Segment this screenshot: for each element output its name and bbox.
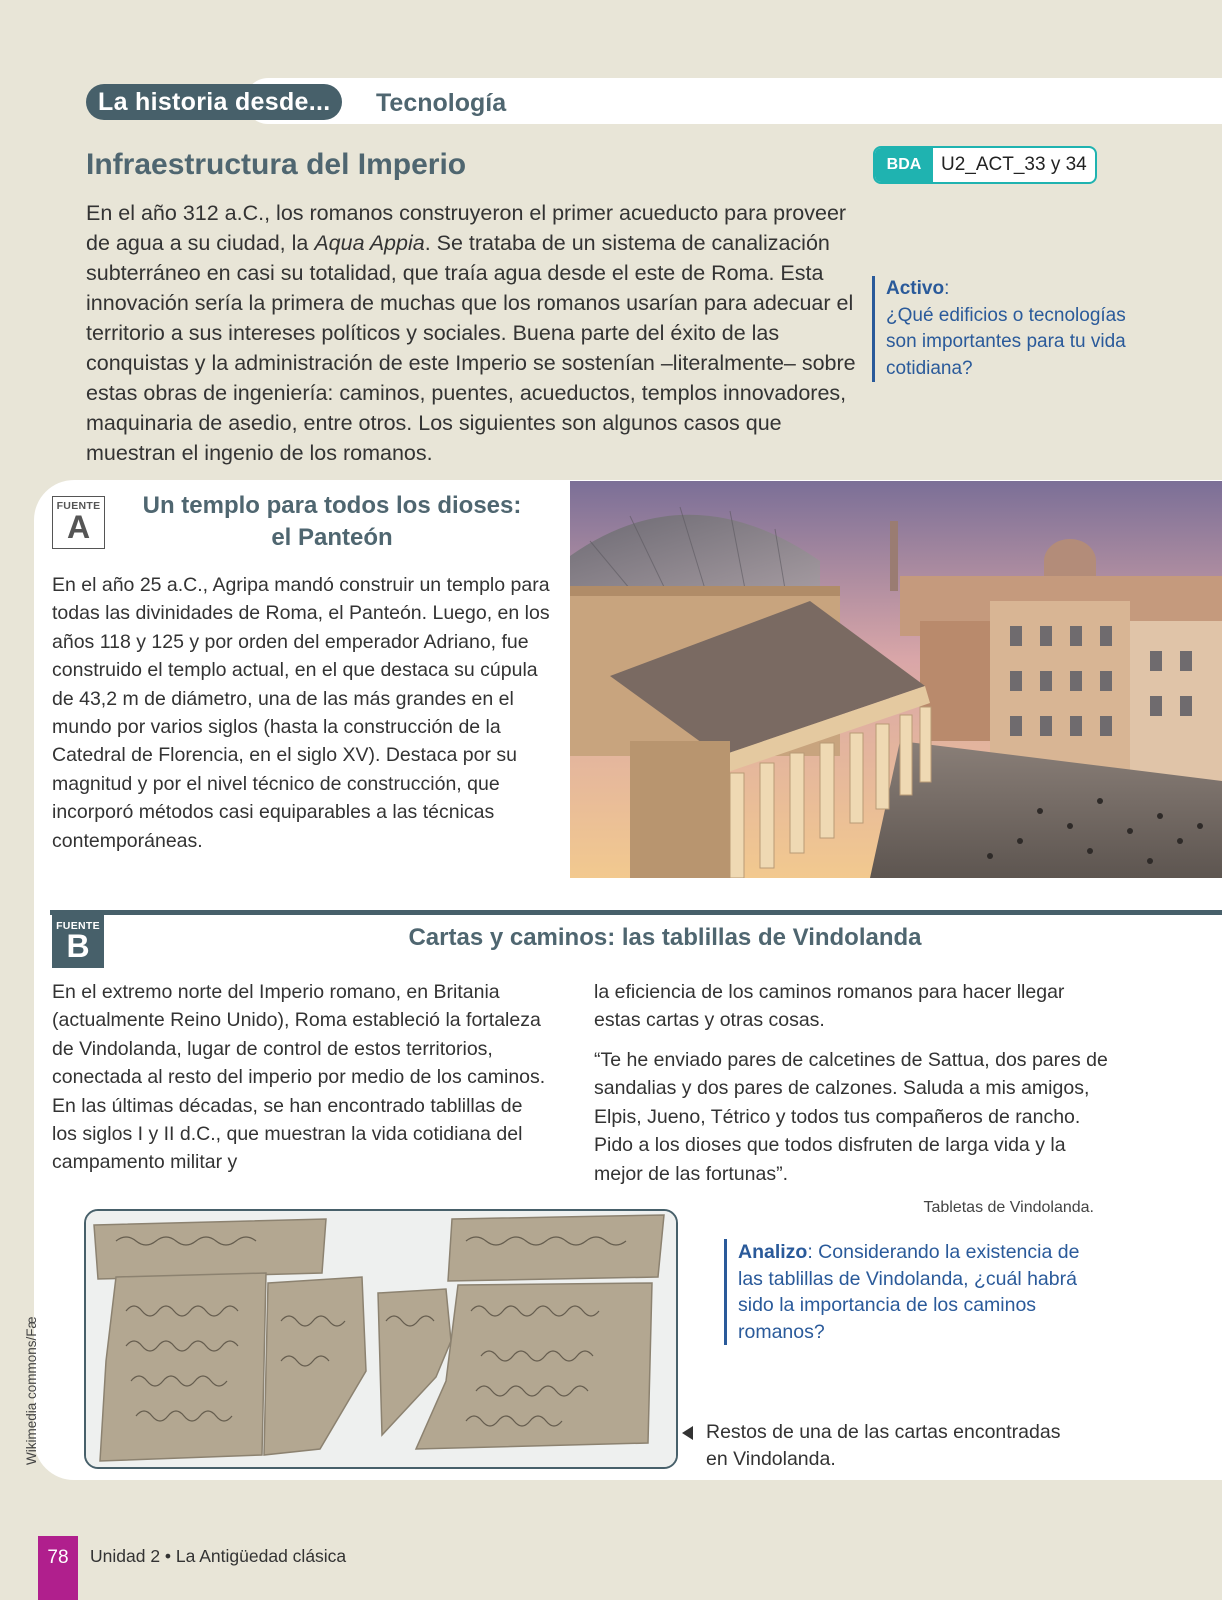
analizo-question: Considerando la existencia de las tablillas de Vindolanda, ¿cuál habrá sido la importancia de los caminos romanos? xyxy=(738,1241,1080,1343)
source-a-title: Un templo para todos los dioses: el Panteón xyxy=(142,492,522,551)
activo-box: Activo: ¿Qué edificios o tecnologías son importantes para tu vida cotidiana? xyxy=(872,276,1156,382)
fuente-b-label: FUENTE B xyxy=(52,914,104,968)
bda-code: U2_ACT_33 y 34 xyxy=(941,154,1087,175)
activo-label: Activo xyxy=(886,278,945,299)
vindolanda-quote: “Te he enviado pares de calcetines de Sattua, dos pares de sandalias y dos pares de calzones. Saluda a mis amigos, Elpis, Jueno, Tétrico y todos tus compañeros de rancho. Pido a los dioses que todos disfruten de larga vida y la mejor de las fortunas”. xyxy=(594,1049,1108,1185)
source-b-divider xyxy=(50,910,1222,915)
analizo-box: Analizo: Considerando la existencia de las tablillas de Vindolanda, ¿cuál habrá sido la importancia de los caminos romanos? xyxy=(724,1239,1088,1345)
vindolanda-tablet-photo xyxy=(84,1209,678,1469)
source-a-text: En el año 25 a.C., Agripa mandó construir un templo para todas las divinidades de Roma, el Panteón. Luego, en los años 118 y 125 y por orden del emperador Adriano, fue construido el templo actual, en el que destaca su cúpula de 43,2 m de diámetro, una de las más grandes en el mundo por varios siglos (hasta la construcción de la Catedral de Florencia, en el siglo XV). Destaca por su magnitud y por el nivel técnico de construcción, que incorporó métodos casi equiparables a las técnicas contemporáneas. xyxy=(52,574,550,852)
footer-unit: Unidad 2 • La Antigüedad clásica xyxy=(90,1546,347,1566)
source-b-title: Cartas y caminos: las tablillas de Vindolanda xyxy=(408,924,922,951)
fuente-a-label: FUENTE A xyxy=(52,496,105,549)
analizo-label: Analizo xyxy=(738,1241,808,1263)
source-b-text-col2: la eficiencia de los caminos romanos para hacer llegar estas cartas y otras cosas. xyxy=(594,981,1065,1032)
caption-pointer-icon xyxy=(682,1426,693,1440)
pantheon-photo xyxy=(570,481,1222,878)
bda-badge[interactable] xyxy=(873,146,1097,184)
section-label: La historia desde... xyxy=(86,84,342,120)
bda-tag: BDA xyxy=(875,148,933,182)
aqua-appia-term: Aqua Appia xyxy=(314,231,425,255)
page-number: 78 xyxy=(38,1536,78,1600)
photo-caption: Restos de una de las cartas encontradas en Vindolanda. xyxy=(682,1419,1062,1473)
photo-credit: Wikimedia commons/Fæ xyxy=(24,1316,39,1465)
quote-source: Tabletas de Vindolanda. xyxy=(923,1199,1094,1216)
activo-question: ¿Qué edificios o tecnologías son importantes para tu vida cotidiana? xyxy=(886,304,1126,379)
section-topic: Tecnología xyxy=(376,89,507,117)
source-b-text-col1: En el extremo norte del Imperio romano, en Britania (actualmente Reino Unido), Roma estableció la fortaleza de Vindolanda, lugar de control de estos territorios, conectada al resto del imperio por medio de los caminos. En las últimas décadas, se han encontrado tablillas de los siglos I y II d.C., que muestran la vida cotidiana del campamento militar y xyxy=(52,981,546,1174)
page-title: Infraestructura del Imperio xyxy=(86,148,467,181)
intro-paragraph: En el año 312 a.C., los romanos construyeron el primer acueducto para proveer de agua a su ciudad, la Aqua Appia. Se trataba de un sistema de canalización subterráneo en casi su totalidad, que traía agua desde el este de Roma. Esta innovación sería la primera de muchas que los romanos usarían para adecuar el territorio a sus intereses políticos y sociales. Buena parte del éxito de las conquistas y la administración de este Imperio se sostenían –literalmente– sobre estas obras de ingeniería: caminos, puentes, acueductos, templos innovadores, maquinaria de asedio, entre otros. Los siguientes son algunos casos que muestran el ingenio de los romanos. xyxy=(86,201,856,465)
